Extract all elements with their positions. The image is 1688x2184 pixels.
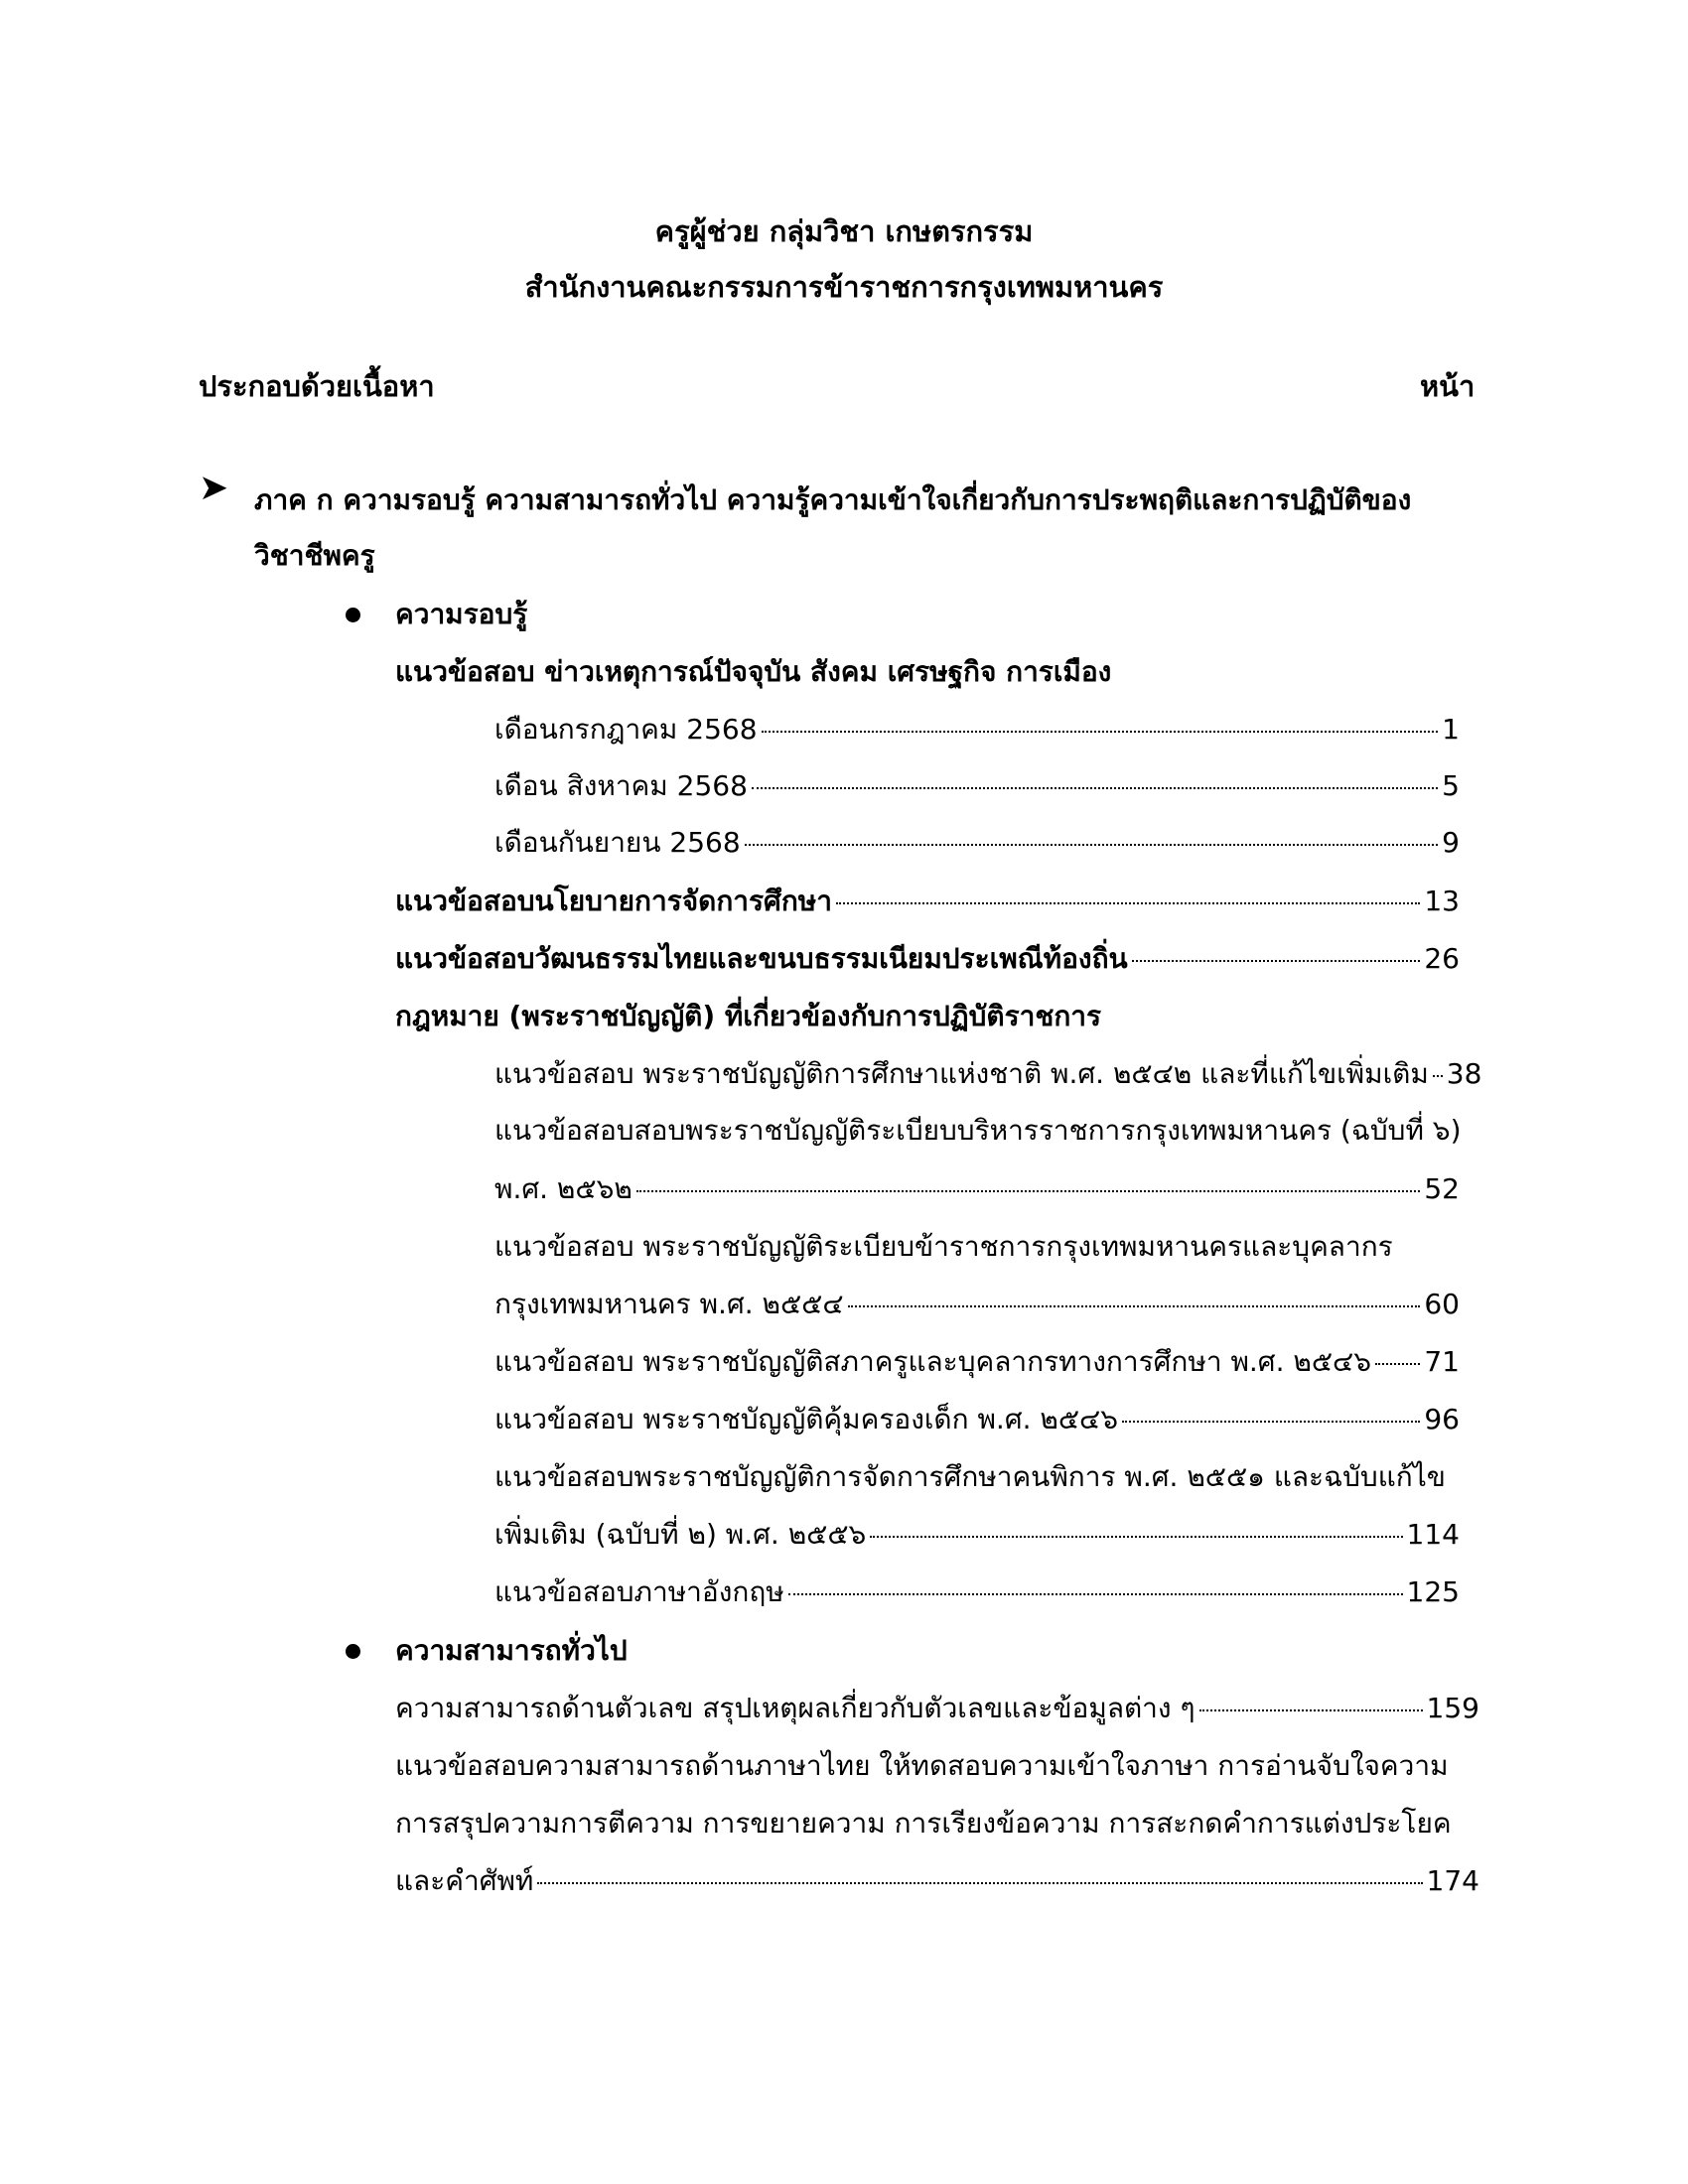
contents-heading: ประกอบด้วยเนื้อหา — [199, 369, 435, 403]
toc-entry-label: แนวข้อสอบความสามารถด้านภาษาไทย ให้ทดสอบความเข้าใจภาษา การอ่านจับใจความ — [395, 1749, 1449, 1782]
toc-entry[interactable] — [494, 1340, 1460, 1384]
dot-leader — [1375, 1363, 1420, 1365]
bullet-icon — [346, 1644, 360, 1659]
toc-entry-page: 52 — [1424, 1172, 1460, 1205]
toc-entry[interactable] — [494, 1167, 1460, 1211]
toc-entry-label: แนวข้อสอบ พระราชบัญญัติการศึกษาแห่งชาติ พ.ศ. ๒๕๔๒ และที่แก้ไขเพิ่มเติม — [494, 1057, 1429, 1090]
toc-entry-page: 13 — [1424, 885, 1460, 917]
general-heading: ความสามารถทั่วไป — [395, 1634, 628, 1667]
toc-entry-page: 96 — [1424, 1403, 1460, 1435]
toc-entry-page: 1 — [1442, 713, 1460, 746]
dot-leader — [836, 902, 1420, 904]
toc-entry-page: 5 — [1442, 769, 1460, 802]
toc-entry-label: แนวข้อสอบวัฒนธรรมไทยและขนบธรรมเนียมประเพณีท้องถิ่น — [395, 942, 1128, 975]
dot-leader — [848, 1305, 1421, 1307]
bullet-icon — [346, 608, 360, 622]
section-title-cont: วิชาชีพครู — [254, 539, 375, 572]
toc-entry[interactable] — [494, 1513, 1460, 1557]
toc-entry-page: 60 — [1424, 1288, 1460, 1320]
toc-entry[interactable] — [395, 1687, 1479, 1730]
toc-entry-page: 125 — [1406, 1575, 1460, 1608]
toc-entry-label-cont: เพิ่มเติม (ฉบับที่ ๒) พ.ศ. ๒๕๕๖ — [494, 1518, 867, 1551]
toc-entry-label: แนวข้อสอบ พระราชบัญญัติสภาครูและบุคลากรทางการศึกษา พ.ศ. ๒๕๔๖ — [494, 1345, 1371, 1378]
dot-leader — [636, 1190, 1421, 1192]
toc-entry[interactable] — [494, 1570, 1460, 1614]
toc-entry-page: 174 — [1426, 1864, 1479, 1897]
toc-entry-label-cont: การสรุปความการตีความ การขยายความ การเรียงข้อความ การสะกดคำการแต่งประโยค — [395, 1807, 1452, 1840]
news-heading: แนวข้อสอบ ข่าวเหตุการณ์ปัจจุบัน สังคม เศรษฐกิจ การเมือง — [395, 655, 1112, 688]
toc-entry-page: 38 — [1446, 1057, 1482, 1090]
dot-leader — [788, 1593, 1403, 1595]
toc-entry-page: 71 — [1424, 1345, 1460, 1378]
toc-entry-page: 159 — [1426, 1692, 1479, 1724]
toc-entry[interactable] — [494, 1398, 1460, 1441]
dot-leader — [1433, 1075, 1443, 1077]
toc-entry[interactable] — [494, 764, 1460, 808]
toc-entry-page: 9 — [1442, 826, 1460, 859]
toc-entry-label-cont: พ.ศ. ๒๕๖๒ — [494, 1172, 633, 1205]
toc-entry[interactable] — [494, 1052, 1482, 1096]
toc-entry-label: เดือน สิงหาคม 2568 — [494, 769, 748, 802]
toc-entry-label: เดือนกันยายน 2568 — [494, 826, 741, 859]
arrow-bullet-icon: ➤ — [199, 468, 229, 508]
dot-leader — [1122, 1421, 1420, 1423]
document-title: ครูผู้ช่วย กลุ่มวิชา เกษตรกรรม — [654, 214, 1034, 248]
dot-leader — [537, 1882, 1422, 1884]
dot-leader — [745, 844, 1439, 846]
toc-entry-label: แนวข้อสอบภาษาอังกฤษ — [494, 1575, 784, 1608]
toc-entry-label: ความสามารถด้านตัวเลข สรุปเหตุผลเกี่ยวกับตัวเลขและข้อมูลต่าง ๆ — [395, 1692, 1196, 1724]
toc-entry[interactable] — [494, 708, 1460, 751]
toc-entry-label: แนวข้อสอบ พระราชบัญญัติคุ้มครองเด็ก พ.ศ. ๒๕๔๖ — [494, 1403, 1119, 1435]
knowledge-heading: ความรอบรู้ — [395, 598, 528, 630]
dot-leader — [1132, 960, 1421, 962]
dot-leader — [752, 787, 1438, 789]
toc-entry-label: แนวข้อสอบพระราชบัญญัติการจัดการศึกษาคนพิการ พ.ศ. ๒๕๕๑ และฉบับแก้ไข — [494, 1460, 1446, 1493]
toc-entry[interactable] — [395, 1859, 1479, 1903]
toc-entry[interactable] — [395, 880, 1460, 923]
toc-entry-label: แนวข้อสอบ พระราชบัญญัติระเบียบข้าราชการกรุงเทพมหานครและบุคลากร — [494, 1230, 1393, 1263]
dot-leader — [1199, 1709, 1423, 1711]
page-column-heading: หน้า — [1420, 369, 1476, 403]
dot-leader — [762, 731, 1439, 733]
toc-entry-label: แนวข้อสอบสอบพระราชบัญญัติระเบียบบริหารราชการกรุงเทพมหานคร (ฉบับที่ ๖) — [494, 1114, 1462, 1147]
dot-leader — [870, 1536, 1402, 1538]
toc-entry-label-cont: และคำศัพท์ — [395, 1864, 534, 1897]
toc-entry-page: 114 — [1406, 1518, 1460, 1551]
document-subtitle: สำนักงานคณะกรรมการข้าราชการกรุงเทพมหานคร — [524, 270, 1164, 304]
law-heading: กฎหมาย (พระราชบัญญัติ) ที่เกี่ยวข้องกับการปฏิบัติราชการ — [395, 1000, 1102, 1032]
toc-entry-label-cont: กรุงเทพมหานคร พ.ศ. ๒๕๕๔ — [494, 1288, 844, 1320]
toc-entry[interactable] — [494, 821, 1460, 865]
toc-entry-label: แนวข้อสอบนโยบายการจัดการศึกษา — [395, 885, 832, 917]
toc-entry[interactable] — [494, 1283, 1460, 1326]
toc-entry[interactable] — [395, 937, 1460, 981]
toc-entry-page: 26 — [1424, 942, 1460, 975]
section-title: ภาค ก ความรอบรู้ ความสามารถทั่วไป ความรู้ความเข้าใจเกี่ยวกับการประพฤติและการปฏิบัติของ — [254, 483, 1412, 516]
toc-entry-label: เดือนกรกฎาคม 2568 — [494, 713, 758, 746]
